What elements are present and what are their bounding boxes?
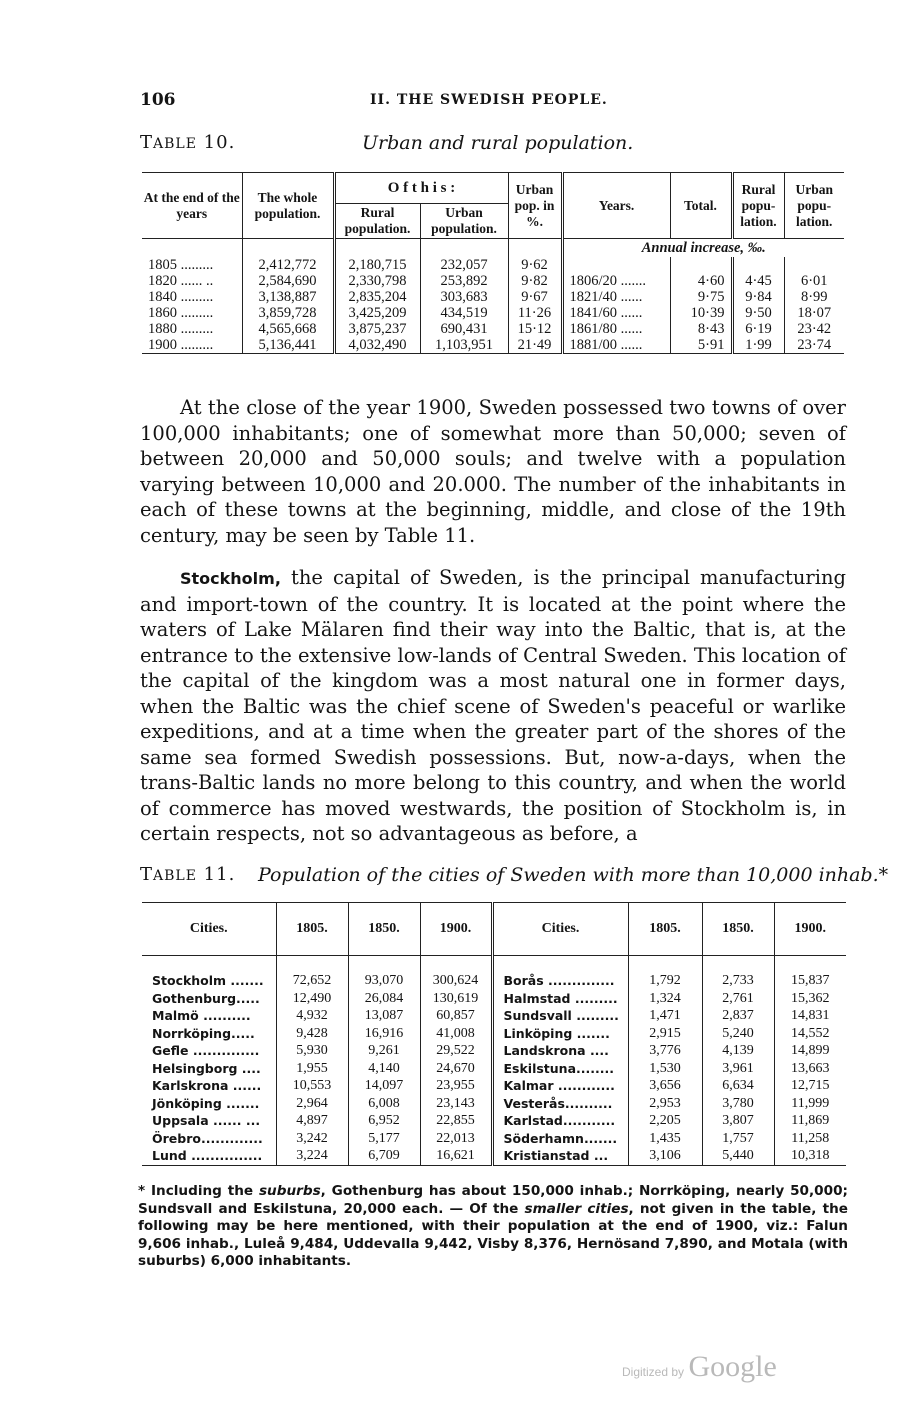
- t11-cell-a1: 9,428: [276, 1025, 348, 1043]
- t10-cell-whole: 2,412,772: [242, 257, 334, 273]
- table-row: [142, 1112, 846, 1130]
- table11-label-num: 11.: [203, 864, 236, 885]
- running-title: II. THE SWEDISH PEOPLE.: [370, 92, 608, 108]
- t11-cell-c1: Stockholm .......: [152, 973, 264, 988]
- header-urban-increase: Urban popu-lation.: [784, 173, 844, 239]
- t11-cell-b2: 3,807: [702, 1112, 774, 1130]
- t11-cell-c1: Örebro.............: [152, 1130, 263, 1146]
- footnote-part1: Including the: [150, 1183, 259, 1199]
- t11-header-7: 1900.: [774, 903, 846, 956]
- t10-cell-rinc: 9·50: [732, 305, 784, 321]
- t11-header-2: 1850.: [348, 903, 420, 956]
- t11-cell-b1: 6,709: [348, 1147, 420, 1165]
- paragraph-towns-text: At the close of the year 1900, Sweden possessed two towns of over 100,000 inhabitants; one of somewhat more than 50,000; seven of between 20,000 and 50,000 souls; and twelve with a population varying between 10,000 and 20.000. The number of the inhabitants in each of these towns at the beginning, middle, and close of the 19th century, may be seen by Table 11.: [140, 396, 846, 547]
- t11-cell-d2: 14,831: [774, 1007, 846, 1025]
- table-row: [142, 257, 844, 273]
- t11-cell-d2: 13,663: [774, 1060, 846, 1078]
- t10-cell-total: 4·60: [670, 273, 732, 289]
- t10-cell-urban: 434,519: [420, 305, 508, 321]
- t10-cell-pct: 21·49: [508, 337, 562, 354]
- t11-cell-c1: Gefle ..............: [152, 1043, 260, 1058]
- t11-cell-d1: 29,522: [420, 1042, 492, 1060]
- t11-cell-c1: Malmö ..........: [152, 1008, 251, 1023]
- stockholm-lead: Stockholm,: [180, 569, 281, 588]
- t10-cell-period: 1806/20 .......: [562, 273, 670, 289]
- t11-cell-b2: 5,240: [702, 1025, 774, 1043]
- t10-cell-whole: 3,138,887: [242, 289, 334, 305]
- t11-cell-a2: 3,776: [628, 1042, 702, 1060]
- t10-cell-year: 1840 .........: [148, 289, 214, 305]
- t11-cell-b2: 2,761: [702, 990, 774, 1008]
- t11-cell-b1: 6,952: [348, 1112, 420, 1130]
- t10-cell-pct: 15·12: [508, 321, 562, 337]
- t10-cell-rural: 3,875,237: [334, 321, 420, 337]
- t11-cell-b2: 6,634: [702, 1077, 774, 1095]
- t11-cell-d1: 22,855: [420, 1112, 492, 1130]
- t11-cell-c2: Kalmar ............: [492, 1077, 628, 1095]
- t11-cell-a1: 3,224: [276, 1147, 348, 1165]
- table-row: [142, 1095, 846, 1113]
- t11-cell-b1: 93,070: [348, 972, 420, 990]
- t11-cell-c2: Borås ..............: [492, 972, 628, 990]
- t10-cell-rinc: 9·84: [732, 289, 784, 305]
- t10-cell-uinc: 6·01: [784, 273, 844, 289]
- t10-cell-pct: 9·82: [508, 273, 562, 289]
- t11-cell-c1: Lund ...............: [142, 1147, 276, 1165]
- t10-cell-rural: 2,180,715: [334, 257, 420, 273]
- t11-cell-d1: 60,857: [420, 1007, 492, 1025]
- t11-cell-a2: 2,205: [628, 1112, 702, 1130]
- annual-increase-label: Annual increase, ‰.: [562, 239, 844, 258]
- t10-cell-total: 5·91: [670, 337, 732, 354]
- header-whole-population: The whole population.: [242, 173, 334, 239]
- t11-cell-c1: Jönköping .......: [152, 1095, 260, 1111]
- t11-header-0: Cities.: [142, 903, 276, 956]
- footnote-smaller-cities: smaller cities: [524, 1200, 629, 1217]
- t10-cell-urban: 690,431: [420, 321, 508, 337]
- table-row: [142, 1025, 846, 1043]
- t11-cell-d2: 15,837: [774, 972, 846, 990]
- t11-cell-b2: 3,961: [702, 1060, 774, 1078]
- t10-cell-year: 1805 .........: [148, 257, 214, 273]
- t11-cell-c1: Norrköping.....: [152, 1025, 255, 1041]
- t11-cell-d1: 23,955: [420, 1077, 492, 1095]
- table11-label-prefix: T: [140, 864, 154, 885]
- page-number: 106: [140, 90, 176, 110]
- t10-cell-pct: 9·67: [508, 289, 562, 305]
- t11-cell-d2: 15,362: [774, 990, 846, 1008]
- t10-cell-rural: 2,835,204: [334, 289, 420, 305]
- t10-cell-pct: 9·62: [508, 257, 562, 273]
- paragraph-stockholm: [140, 565, 846, 847]
- t10-cell-uinc: 8·99: [784, 289, 844, 305]
- t11-cell-c1: Karlskrona ......: [152, 1078, 262, 1093]
- t11-cell-a2: 1,471: [628, 1007, 702, 1025]
- t11-cell-a1: 3,242: [276, 1130, 348, 1148]
- t10-cell-rural: 4,032,490: [334, 337, 420, 354]
- t11-cell-a1: 10,553: [276, 1077, 348, 1095]
- digitized-watermark: [622, 1350, 777, 1384]
- table-row: [142, 990, 846, 1008]
- header-total: Total.: [670, 173, 732, 239]
- t11-cell-d1: 41,008: [420, 1025, 492, 1043]
- t11-cell-b2: 5,440: [702, 1147, 774, 1165]
- t10-cell-rinc: 4·45: [732, 273, 784, 289]
- table-row: [142, 289, 844, 305]
- watermark-prefix: Digitized by: [622, 1365, 685, 1379]
- watermark-brand: Google: [688, 1350, 777, 1383]
- table-row: [142, 972, 846, 990]
- footnote-suburbs: suburbs: [258, 1183, 321, 1199]
- table-row: [142, 1042, 846, 1060]
- t11-cell-a2: 2,953: [628, 1095, 702, 1113]
- t10-cell-urban: 303,683: [420, 289, 508, 305]
- t10-cell-rinc: 6·19: [732, 321, 784, 337]
- header-end-of-years: At the end of the years: [142, 173, 242, 239]
- t11-cell-b1: 9,261: [348, 1042, 420, 1060]
- t10-cell-period: 1861/80 ......: [562, 321, 670, 337]
- t10-cell-total: 9·75: [670, 289, 732, 305]
- t11-cell-b2: 4,139: [702, 1042, 774, 1060]
- t11-cell-b1: 6,008: [348, 1095, 420, 1113]
- t11-cell-a2: 2,915: [628, 1025, 702, 1043]
- t11-cell-a2: 1,324: [628, 990, 702, 1008]
- table10-title: Urban and rural population.: [362, 132, 634, 154]
- t10-cell-whole: 2,584,690: [242, 273, 334, 289]
- t10-cell-period: 1841/60 ......: [562, 305, 670, 321]
- t11-cell-c1: Uppsala ...... ...: [152, 1113, 261, 1128]
- t11-cell-d2: 14,899: [774, 1042, 846, 1060]
- t11-cell-a2: 1,792: [628, 972, 702, 990]
- t11-cell-d1: 22,013: [420, 1130, 492, 1148]
- t10-cell-year: 1880 .........: [148, 321, 214, 337]
- t11-cell-b2: 2,837: [702, 1007, 774, 1025]
- table10-label-rest: ABLE: [153, 136, 197, 152]
- t11-cell-b1: 13,087: [348, 1007, 420, 1025]
- table-row: [142, 1060, 846, 1078]
- t10-cell-total: 8·43: [670, 321, 732, 337]
- t11-cell-c2: Sundsvall .........: [492, 1007, 628, 1025]
- t11-header-3: 1900.: [420, 903, 492, 956]
- t11-cell-a2: 1,530: [628, 1060, 702, 1078]
- t11-cell-b1: 14,097: [348, 1077, 420, 1095]
- paragraph-towns: [140, 395, 846, 548]
- t11-cell-b1: 5,177: [348, 1130, 420, 1148]
- t11-cell-c2: Eskilstuna........: [492, 1060, 628, 1078]
- t11-cell-d1: 23,143: [420, 1095, 492, 1113]
- table10-label-num: 10.: [203, 132, 236, 153]
- table10-label-prefix: T: [140, 132, 154, 153]
- t10-cell-year: 1820 ...... ..: [148, 273, 214, 289]
- t10-cell-whole: 4,565,668: [242, 321, 334, 337]
- table-row: [142, 1077, 846, 1095]
- t10-cell-period: [562, 257, 670, 273]
- cities-population-table: [142, 902, 846, 1166]
- t11-header-6: 1850.: [702, 903, 774, 956]
- t10-cell-total: [670, 257, 732, 273]
- t10-cell-period: 1881/00 ......: [562, 337, 670, 354]
- t11-cell-a2: 1,435: [628, 1130, 702, 1148]
- t10-cell-whole: 5,136,441: [242, 337, 334, 354]
- table-row: [142, 1130, 846, 1148]
- t10-cell-urban: 1,103,951: [420, 337, 508, 354]
- footnote-part2: , Gothenburg has about 150,000 inhab.; Norrköping, nearly 50,000; Sundsvall and Eskilstuna, 20,000 each. — Of the: [138, 1183, 848, 1217]
- table11-title: Population of the cities of Sweden with more than 10,000 inhab.*: [258, 864, 889, 886]
- t10-cell-uinc: 23·42: [784, 321, 844, 337]
- table10-label: [140, 132, 235, 153]
- t11-cell-d1: 130,619: [420, 990, 492, 1008]
- stockholm-text: the capital of Sweden, is the principal manufacturing and import-town of the country. It is located at the point where the waters of Lake Mälaren find their way into the Baltic, that is, at the entrance to the extensive low-lands of Central Sweden. This location of the capital of the kingdom was a most natural one in former days, when the Baltic was the chief scene of Sweden's peaceful or warlike expeditions, and at a time when the greater part of the shores of the same sea formed Swedish possessions. But, now-a-days, when the trans-Baltic lands no more belong to this country, and when the world of commerce has moved westwards, the position of Stockholm is, in certain respects, not so advantageous as before, a: [140, 566, 846, 845]
- t10-cell-rinc: 1·99: [732, 337, 784, 354]
- t10-cell-uinc: 18·07: [784, 305, 844, 321]
- t11-cell-a1: 12,490: [276, 990, 348, 1008]
- t11-cell-b2: 3,780: [702, 1095, 774, 1113]
- t11-cell-a1: 4,932: [276, 1007, 348, 1025]
- t11-header-1: 1805.: [276, 903, 348, 956]
- t11-cell-c1: Gothenburg.....: [152, 990, 260, 1006]
- header-urban-pct: Urban pop. in %.: [508, 173, 562, 239]
- t11-cell-d2: 12,715: [774, 1077, 846, 1095]
- t11-cell-b1: 16,916: [348, 1025, 420, 1043]
- header-urban: Urban population.: [420, 204, 508, 239]
- t11-cell-a1: 4,897: [276, 1112, 348, 1130]
- t10-cell-total: 10·39: [670, 305, 732, 321]
- t11-cell-a2: 3,656: [628, 1077, 702, 1095]
- table-row: [142, 1007, 846, 1025]
- t11-cell-c2: Vesterås..........: [492, 1095, 628, 1113]
- t10-cell-uinc: [784, 257, 844, 273]
- t11-header-4: Cities.: [492, 903, 628, 956]
- t11-cell-b2: 1,757: [702, 1130, 774, 1148]
- t10-cell-year: 1900 .........: [142, 337, 242, 354]
- t11-cell-c2: Linköping .......: [492, 1025, 628, 1043]
- t10-cell-rural: 3,425,209: [334, 305, 420, 321]
- header-years: Years.: [562, 173, 670, 239]
- t11-cell-d1: 24,670: [420, 1060, 492, 1078]
- t11-header-5: 1805.: [628, 903, 702, 956]
- t11-cell-d2: 10,318: [774, 1147, 846, 1165]
- table-row: [142, 1147, 846, 1165]
- t11-cell-d2: 11,258: [774, 1130, 846, 1148]
- t11-cell-c2: Kristianstad ...: [492, 1147, 628, 1165]
- t10-cell-period: 1821/40 ......: [562, 289, 670, 305]
- t11-cell-a1: 5,930: [276, 1042, 348, 1060]
- urban-rural-table: [142, 172, 844, 354]
- footnote-part3: , not given in the table, the following may be here mentioned, with their population at the end of 1900, viz.: Falun 9,606 inhab., Luleå 9,484, Uddevalla 9,442, Visby 8,376, Hernösand 7,890, and Motala (with suburbs) 6,000 inhabitants.: [138, 1200, 848, 1269]
- t10-cell-uinc: 23·74: [784, 337, 844, 354]
- footnote: [138, 1183, 848, 1271]
- t10-cell-rinc: [732, 257, 784, 273]
- t11-cell-b1: 4,140: [348, 1060, 420, 1078]
- t11-cell-a1: 2,964: [276, 1095, 348, 1113]
- t11-cell-a2: 3,106: [628, 1147, 702, 1165]
- t11-cell-c2: Landskrona ....: [492, 1042, 628, 1060]
- header-of-this: O f t h i s :: [334, 173, 508, 204]
- table11-label-rest: ABLE: [153, 868, 197, 884]
- t11-cell-b1: 26,084: [348, 990, 420, 1008]
- t11-cell-b2: 2,733: [702, 972, 774, 990]
- t10-cell-whole: 3,859,728: [242, 305, 334, 321]
- t11-cell-d2: 14,552: [774, 1025, 846, 1043]
- t11-cell-d2: 11,869: [774, 1112, 846, 1130]
- t11-cell-d1: 300,624: [420, 972, 492, 990]
- t11-cell-a1: 72,652: [276, 972, 348, 990]
- t10-cell-urban: 253,892: [420, 273, 508, 289]
- t11-cell-c2: Karlstad...........: [492, 1112, 628, 1130]
- table-row: [142, 305, 844, 321]
- table-row: [142, 273, 844, 289]
- footnote-star: *: [138, 1183, 151, 1199]
- header-rural-increase: Rural popu-lation.: [732, 173, 784, 239]
- header-rural: Rural population.: [334, 204, 420, 239]
- t10-cell-pct: 11·26: [508, 305, 562, 321]
- t11-cell-c2: Söderhamn.......: [492, 1130, 628, 1148]
- t11-cell-a1: 1,955: [276, 1060, 348, 1078]
- t11-cell-d2: 11,999: [774, 1095, 846, 1113]
- t11-cell-c2: Halmstad .........: [492, 990, 628, 1008]
- table-row: [142, 321, 844, 337]
- t11-cell-d1: 16,621: [420, 1147, 492, 1165]
- table11-label: [140, 864, 235, 885]
- t11-cell-c1: Helsingborg ....: [152, 1060, 261, 1076]
- t10-cell-rural: 2,330,798: [334, 273, 420, 289]
- t10-cell-year: 1860 .........: [148, 305, 214, 321]
- table-row: [142, 337, 844, 354]
- t10-cell-urban: 232,057: [420, 257, 508, 273]
